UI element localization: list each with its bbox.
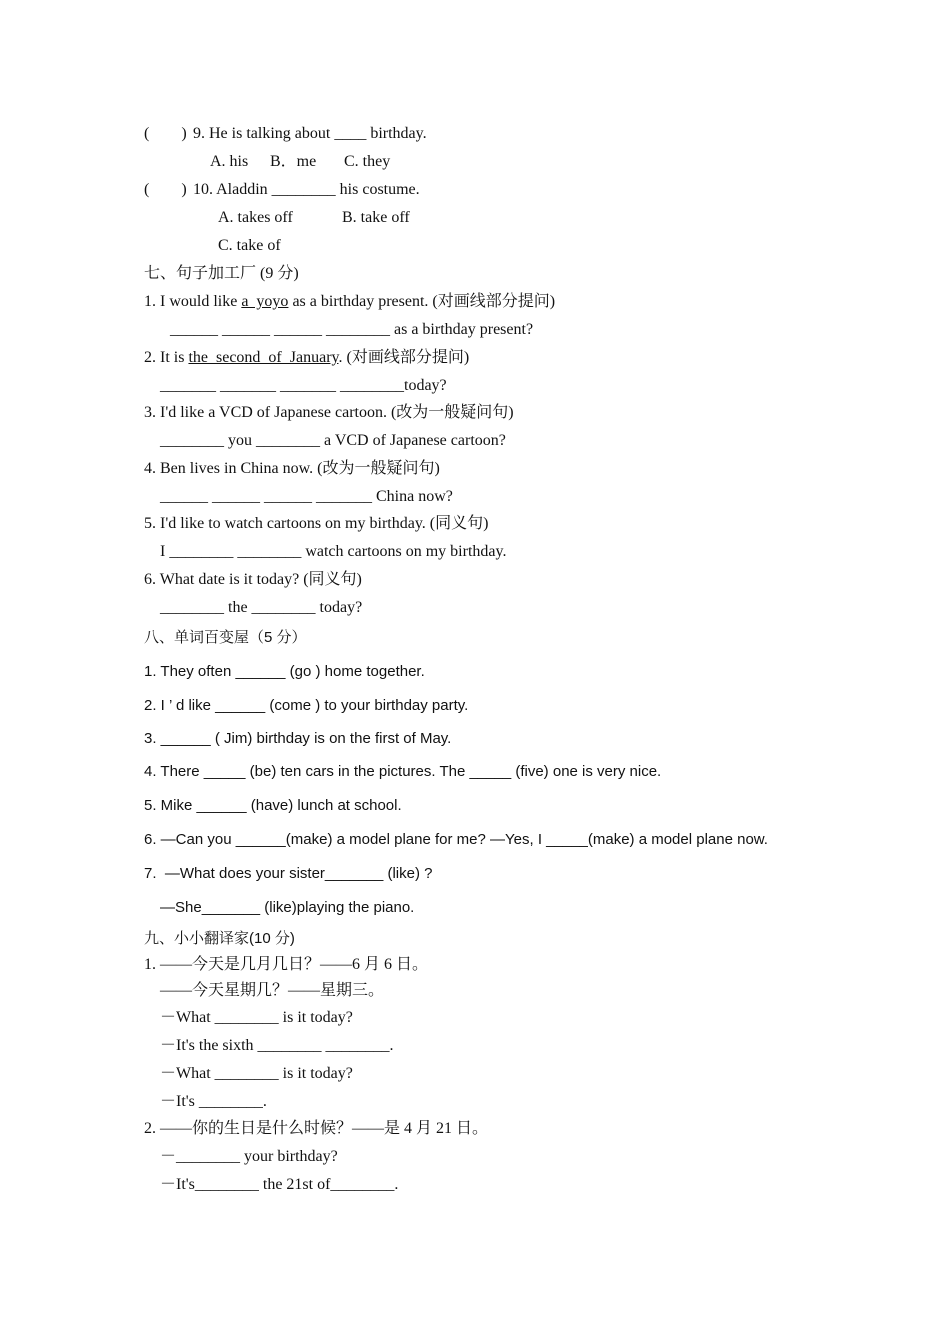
s8-item1: 1. They often ______ (go ) home together. [144, 663, 425, 680]
q10-option-b: B. take off [342, 209, 410, 226]
s8-item5: 5. Mike ______ (have) lunch at school. [144, 797, 402, 814]
q10-option-c: C. take of [218, 237, 281, 254]
s7-item4: 4. Ben lives in China now. (改为一般疑问句) [144, 460, 440, 477]
s7-item2-pre: 2. It is [144, 349, 189, 366]
s8-item3: 3. ______ ( Jim) birthday is on the first of May. [144, 730, 452, 747]
s7-item3: 3. I'd like a VCD of Japanese cartoon. (改为一般疑问句) [144, 404, 514, 421]
q10-stem: 10. Aladdin ________ his costume. [193, 181, 420, 198]
s9-q1-answer2: －It's the sixth ________ ________. [160, 1037, 394, 1054]
q9-option-b: B．me [270, 153, 317, 170]
s7-item2-post: . (对画线部分提问) [338, 349, 470, 366]
section8-title: 八、单词百变屋（5 分） [144, 629, 307, 646]
section7-title: 七、句子加工厂 (9 分) [144, 265, 299, 282]
s7-item6: 6. What date is it today? (同义句) [144, 571, 362, 588]
s8-item7-reply: —She_______ (like)playing the piano. [160, 899, 415, 916]
q9-stem: 9. He is talking about ____ birthday. [193, 125, 427, 142]
s7-item1-underlined: a yoyo [241, 293, 289, 310]
s7-item2-underlined: the second of January [188, 349, 339, 366]
s7-item1 [144, 292, 555, 312]
q9-option-c: C. they [344, 153, 391, 170]
s8-item7: 7. —What does your sister_______ (like) ? [144, 865, 433, 882]
s7-item4-answer: ______ ______ ______ _______ China now? [160, 488, 453, 505]
s7-item1-answer: ______ ______ ______ ________ as a birthday present? [170, 321, 534, 338]
q10-paren: ( ) [144, 181, 187, 198]
s9-q1-answer1: －What ________ is it today? [160, 1009, 353, 1026]
q9-option-a: A. his [210, 153, 249, 170]
s7-item5-answer: I ________ ________ watch cartoons on my birthday. [160, 543, 507, 560]
s9-q1-answer4: －It's ________. [160, 1093, 267, 1110]
s9-q2-answer2: －It's________ the 21st of________. [160, 1176, 399, 1193]
s7-item3-answer: ________ you ________ a VCD of Japanese cartoon? [160, 432, 506, 449]
s7-item1-post: as a birthday present. (对画线部分提问) [288, 293, 556, 310]
s9-q2-line: 2. ——你的生日是什么时候？——是 4 月 21 日。 [144, 1120, 489, 1137]
s9-q2-answer1: －________ your birthday? [160, 1148, 338, 1165]
s7-item5: 5. I'd like to watch cartoons on my birthday. (同义句) [144, 515, 489, 532]
s8-item4: 4. There _____ (be) ten cars in the pictures. The _____ (five) one is very nice. [144, 763, 662, 780]
s9-q1-line2: ——今天星期几？——星期三。 [160, 982, 385, 999]
s9-q1-answer3: －What ________ is it today? [160, 1065, 353, 1082]
s9-q1-line1: 1. ——今天是几月几日？——6 月 6 日。 [144, 956, 429, 973]
section9-title: 九、小小翻译家(10 分) [144, 930, 295, 947]
s8-item2: 2. I ’ d like ______ (come ) to your birthday party. [144, 697, 469, 714]
q9-paren: ( ) [144, 125, 187, 142]
s7-item6-answer: ________ the ________ today? [160, 599, 363, 616]
s7-item2-answer: _______ _______ _______ ________today? [160, 377, 447, 394]
s7-item1-pre: 1. I would like [144, 293, 242, 310]
q10-option-a: A. takes off [218, 209, 293, 226]
s7-item2 [144, 348, 469, 368]
s8-item6: 6. —Can you ______(make) a model plane for me? —Yes, I _____(make) a model plane now. [144, 831, 768, 848]
